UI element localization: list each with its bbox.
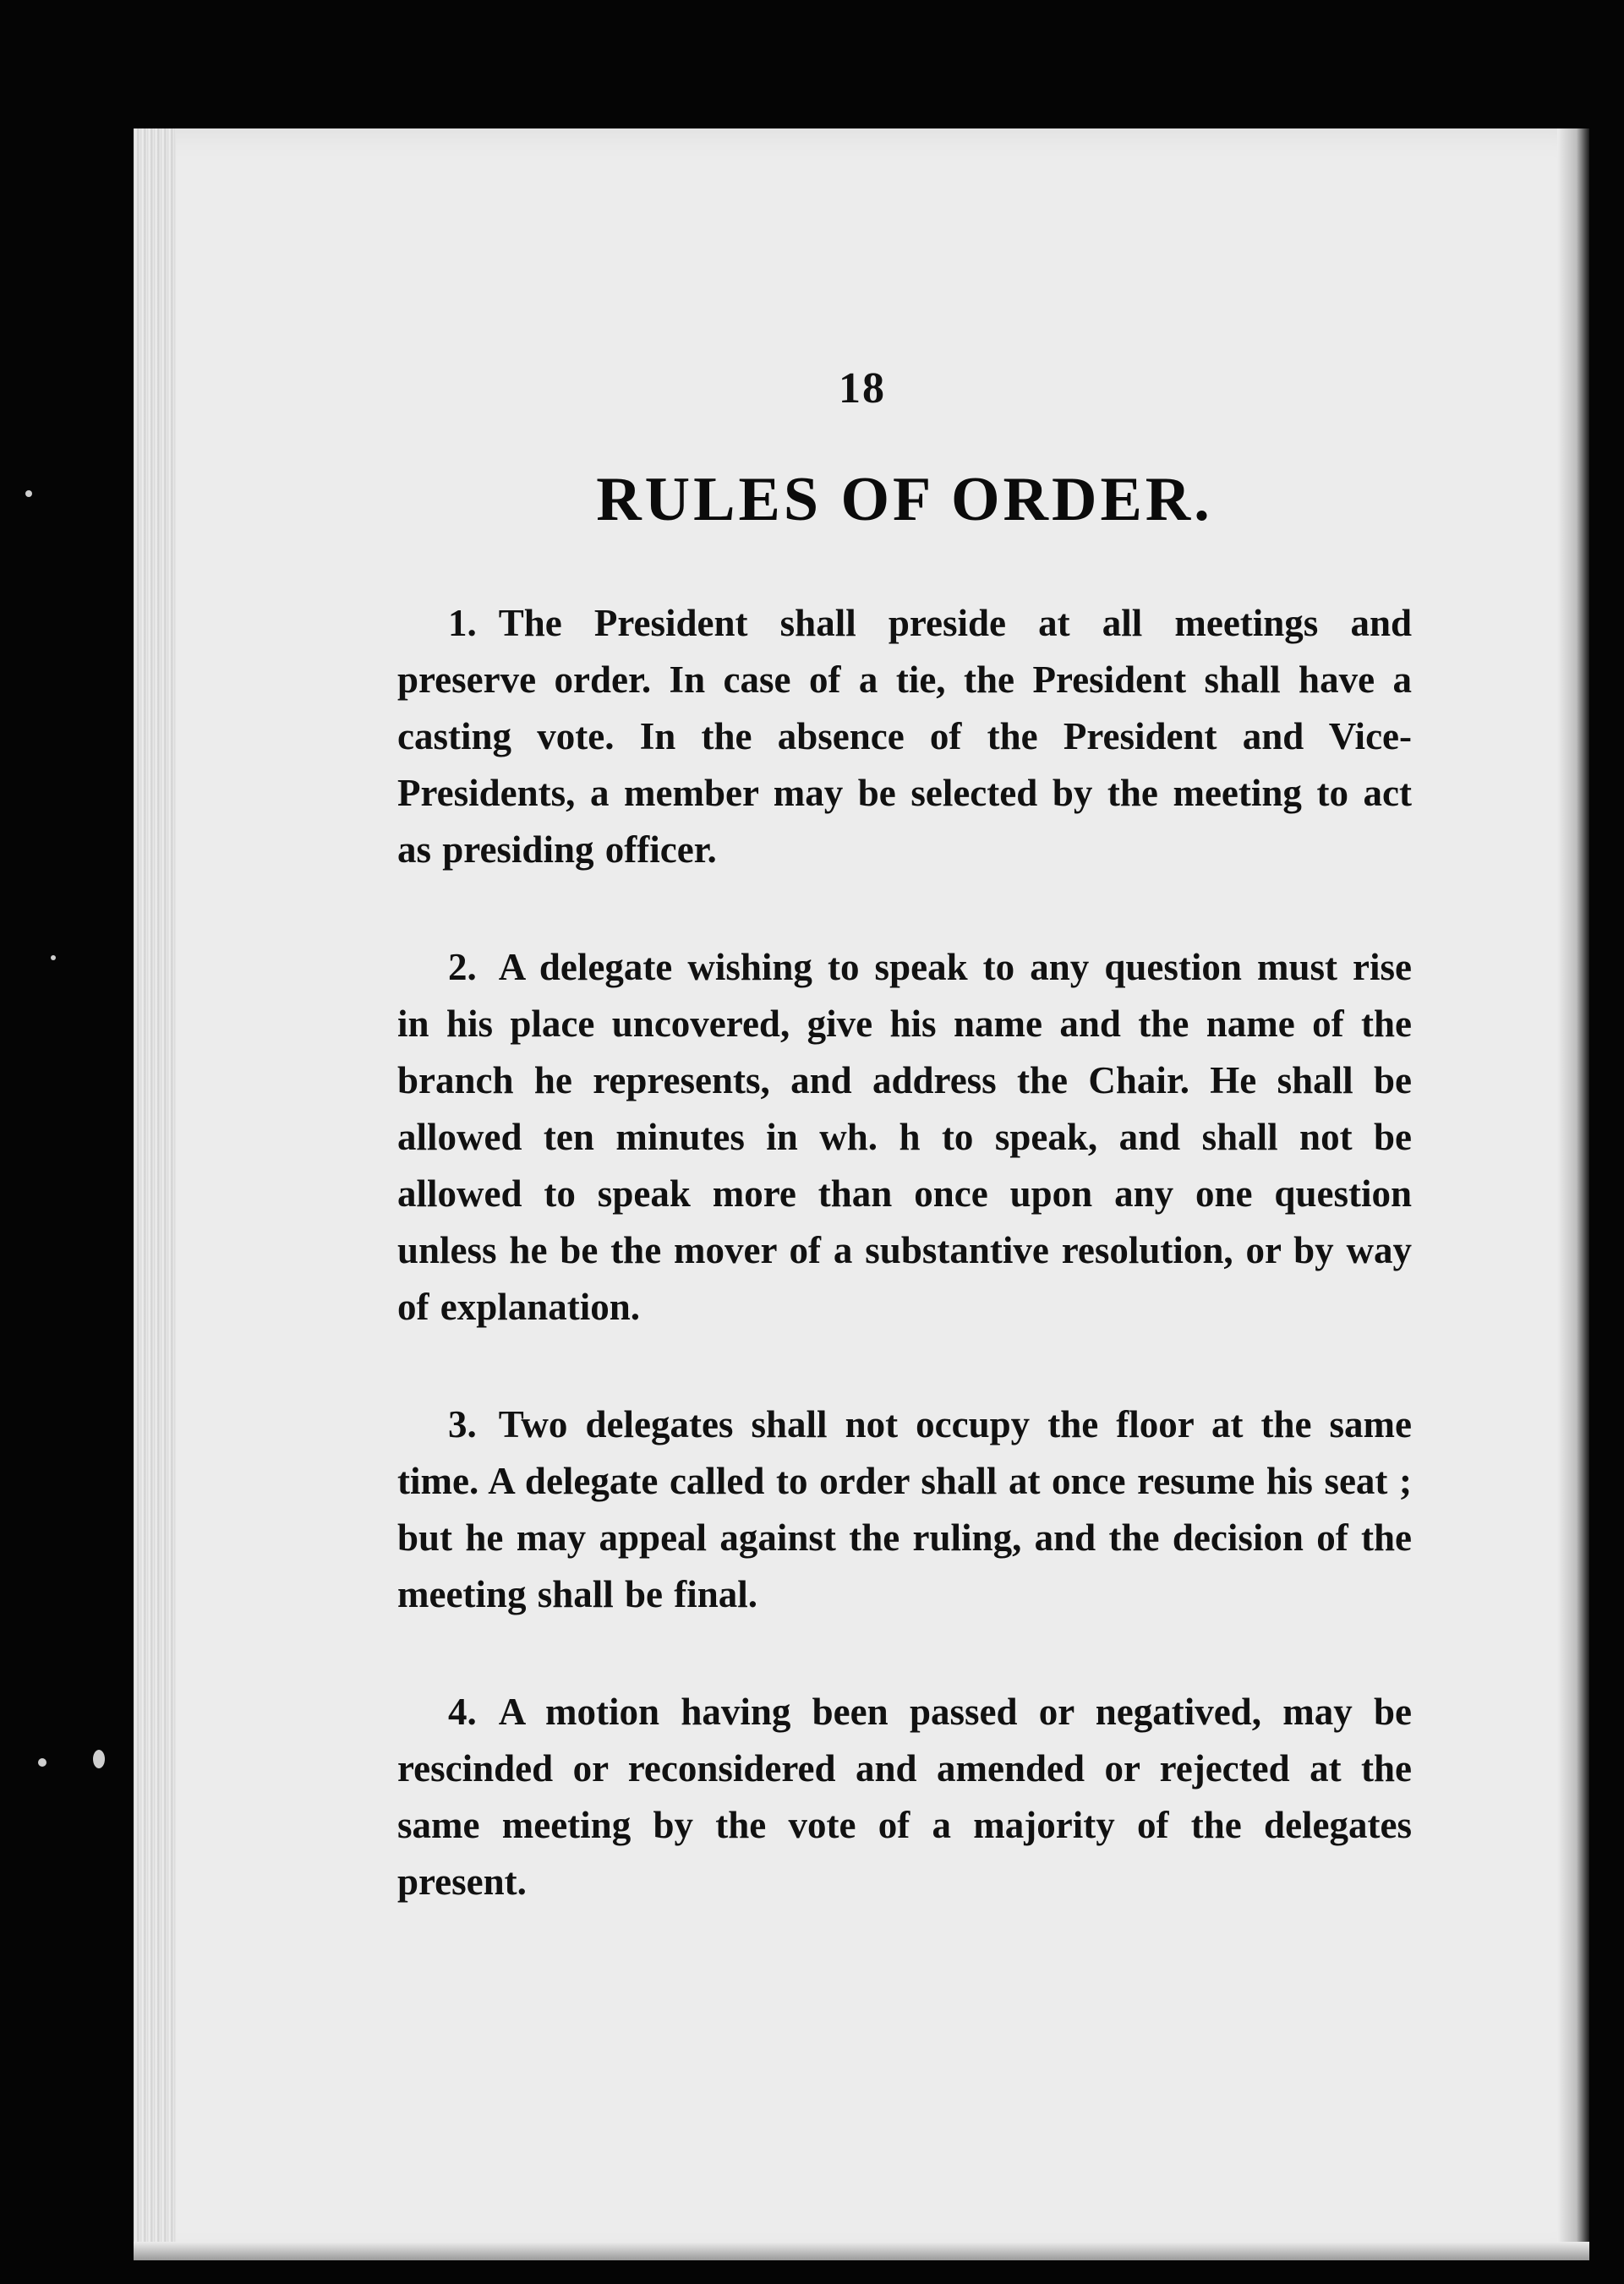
dust-speck: [51, 955, 56, 960]
rule-number: 4.: [448, 1691, 477, 1733]
rule-item: [397, 939, 1412, 1336]
dust-speck: [38, 1758, 46, 1767]
rule-item: [397, 1396, 1412, 1623]
rule-number: 1.: [448, 602, 477, 644]
page-title: RULES OF ORDER.: [596, 465, 1213, 534]
page-number: 18: [839, 364, 886, 413]
rule-number: 3.: [448, 1403, 477, 1445]
rule-number: 2.: [448, 946, 477, 988]
rule-item: [397, 595, 1412, 878]
rule-text: A motion having been passed or negatived, may be rescinded or reconsidered and amended or rejected at the same meeting by the vote of a majority of the delegates present.: [397, 1691, 1412, 1903]
rule-text: A delegate wishing to speak to any question must rise in his place uncovered, give his name and the name of the branch he represents, and address the Chair. He shall be allowed ten minutes in wh. h to speak, and shall not be allowed to speak more than once upon any one question unless he be the mover of a substantive resolution, or by way of explanation.: [397, 946, 1412, 1328]
binding-edge: [134, 128, 176, 2260]
dust-speck: [93, 1750, 105, 1768]
dust-speck: [25, 490, 32, 497]
rule-text: The President shall preside at all meetings and preserve order. In case of a tie, the President shall have a casting vote. In the absence of the President and Vice-Presidents, a member may be selected by the meeting to act as presiding officer.: [397, 602, 1412, 871]
rule-item: [397, 1684, 1412, 1910]
page-bottom-edge: [134, 2242, 1589, 2260]
page-right-edge: [1557, 128, 1589, 2260]
rule-text: Two delegates shall not occupy the floor at the same time. A delegate called to order shall at once resume his seat ; but he may appeal against the ruling, and the decision of the meeting shall be final.: [397, 1403, 1412, 1615]
page-content: [397, 363, 1412, 1971]
